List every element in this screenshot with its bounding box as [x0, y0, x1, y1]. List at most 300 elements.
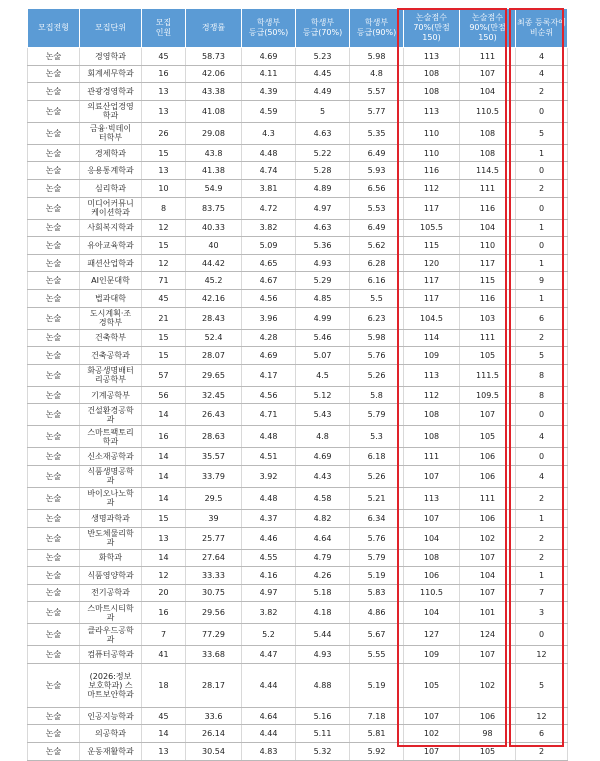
department-cell: 패션산업학과 — [80, 254, 142, 272]
competition-ratio-cell: 41.38 — [186, 162, 242, 180]
essay-90-cell: 111.5 — [460, 364, 516, 386]
essay-70-cell: 108 — [404, 65, 460, 83]
department-cell: 의료산업경영 학과 — [80, 100, 142, 122]
competition-ratio-cell: 32.45 — [186, 386, 242, 404]
track-cell: 논술 — [28, 448, 80, 466]
quota-cell: 13 — [142, 83, 186, 101]
competition-ratio-cell: 33.33 — [186, 567, 242, 585]
essay-70-cell: 107 — [404, 465, 460, 487]
table-row — [28, 707, 568, 725]
track-cell: 논술 — [28, 272, 80, 290]
gpa-50-cell: 4.67 — [242, 272, 296, 290]
competition-ratio-cell: 29.08 — [186, 122, 242, 144]
competition-ratio-cell: 33.6 — [186, 707, 242, 725]
final-rank-cell: 0 — [516, 237, 568, 255]
gpa-50-cell: 3.92 — [242, 465, 296, 487]
gpa-70-cell: 5 — [296, 100, 350, 122]
gpa-50-cell: 4.72 — [242, 197, 296, 219]
gpa-90-cell: 5.53 — [350, 197, 404, 219]
gpa-50-cell: 4.56 — [242, 289, 296, 307]
quota-cell: 14 — [142, 549, 186, 567]
essay-70-cell: 107 — [404, 509, 460, 527]
track-cell: 논술 — [28, 527, 80, 549]
header-cell: 학생부 등급(90%) — [350, 9, 404, 48]
final-rank-cell: 0 — [516, 100, 568, 122]
essay-90-cell: 103 — [460, 307, 516, 329]
track-cell: 논술 — [28, 307, 80, 329]
track-cell: 논술 — [28, 162, 80, 180]
final-rank-cell: 2 — [516, 329, 568, 347]
essay-70-cell: 113 — [404, 364, 460, 386]
gpa-50-cell: 4.55 — [242, 549, 296, 567]
header-cell: 모집단위 — [80, 9, 142, 48]
gpa-50-cell: 4.44 — [242, 725, 296, 743]
final-rank-cell: 6 — [516, 725, 568, 743]
gpa-90-cell: 5.76 — [350, 527, 404, 549]
final-rank-cell: 12 — [516, 707, 568, 725]
final-rank-cell: 5 — [516, 347, 568, 365]
table-row — [28, 364, 568, 386]
department-cell: 건축공학과 — [80, 347, 142, 365]
final-rank-cell: 9 — [516, 272, 568, 290]
competition-ratio-cell: 28.43 — [186, 307, 242, 329]
quota-cell: 41 — [142, 646, 186, 664]
gpa-50-cell: 4.48 — [242, 426, 296, 448]
table-row — [28, 404, 568, 426]
department-cell: 건축학부 — [80, 329, 142, 347]
table-row — [28, 289, 568, 307]
gpa-50-cell: 4.47 — [242, 646, 296, 664]
final-rank-cell: 4 — [516, 48, 568, 66]
gpa-90-cell: 5.26 — [350, 364, 404, 386]
gpa-70-cell: 4.43 — [296, 465, 350, 487]
essay-90-cell: 107 — [460, 584, 516, 602]
track-cell: 논술 — [28, 386, 80, 404]
gpa-50-cell: 3.81 — [242, 179, 296, 197]
competition-ratio-cell: 58.73 — [186, 48, 242, 66]
essay-90-cell: 104 — [460, 567, 516, 585]
gpa-70-cell: 4.63 — [296, 122, 350, 144]
gpa-70-cell: 4.69 — [296, 448, 350, 466]
track-cell: 논술 — [28, 219, 80, 237]
quota-cell: 56 — [142, 386, 186, 404]
essay-70-cell: 104 — [404, 602, 460, 624]
gpa-90-cell: 5.98 — [350, 48, 404, 66]
essay-90-cell: 102 — [460, 527, 516, 549]
table-row — [28, 65, 568, 83]
competition-ratio-cell: 26.43 — [186, 404, 242, 426]
essay-70-cell: 120 — [404, 254, 460, 272]
track-cell: 논술 — [28, 48, 80, 66]
essay-70-cell: 114 — [404, 329, 460, 347]
gpa-70-cell: 5.07 — [296, 347, 350, 365]
gpa-50-cell: 4.69 — [242, 347, 296, 365]
department-cell: 바이오나노학 과 — [80, 487, 142, 509]
final-rank-cell: 7 — [516, 584, 568, 602]
gpa-90-cell: 5.57 — [350, 83, 404, 101]
gpa-70-cell: 4.64 — [296, 527, 350, 549]
gpa-90-cell: 5.55 — [350, 646, 404, 664]
gpa-50-cell: 4.11 — [242, 65, 296, 83]
essay-90-cell: 108 — [460, 144, 516, 162]
essay-70-cell: 112 — [404, 179, 460, 197]
essay-90-cell: 109.5 — [460, 386, 516, 404]
table-row — [28, 83, 568, 101]
essay-70-cell: 107 — [404, 743, 460, 761]
track-cell: 논술 — [28, 426, 80, 448]
gpa-90-cell: 5.21 — [350, 487, 404, 509]
department-cell: 법과대학 — [80, 289, 142, 307]
table-row — [28, 646, 568, 664]
gpa-70-cell: 5.23 — [296, 48, 350, 66]
quota-cell: 14 — [142, 448, 186, 466]
gpa-90-cell: 4.86 — [350, 602, 404, 624]
header-cell: 모집전형 — [28, 9, 80, 48]
gpa-70-cell: 5.46 — [296, 329, 350, 347]
final-rank-cell: 8 — [516, 364, 568, 386]
table-row — [28, 465, 568, 487]
gpa-50-cell: 4.97 — [242, 584, 296, 602]
admission-results-table — [27, 8, 568, 761]
gpa-70-cell: 5.18 — [296, 584, 350, 602]
quota-cell: 7 — [142, 624, 186, 646]
table-row — [28, 179, 568, 197]
gpa-50-cell: 3.82 — [242, 219, 296, 237]
gpa-50-cell: 4.64 — [242, 707, 296, 725]
essay-70-cell: 108 — [404, 83, 460, 101]
quota-cell: 15 — [142, 329, 186, 347]
table-row — [28, 624, 568, 646]
competition-ratio-cell: 77.29 — [186, 624, 242, 646]
department-cell: 신소재공학과 — [80, 448, 142, 466]
essay-90-cell: 104 — [460, 83, 516, 101]
quota-cell: 14 — [142, 404, 186, 426]
header-cell: 학생부 등급(50%) — [242, 9, 296, 48]
gpa-70-cell: 4.93 — [296, 646, 350, 664]
essay-70-cell: 117 — [404, 197, 460, 219]
essay-70-cell: 112 — [404, 386, 460, 404]
essay-70-cell: 113 — [404, 487, 460, 509]
gpa-70-cell: 4.45 — [296, 65, 350, 83]
department-cell: 경제학과 — [80, 144, 142, 162]
gpa-90-cell: 5.35 — [350, 122, 404, 144]
gpa-70-cell: 4.49 — [296, 83, 350, 101]
quota-cell: 15 — [142, 509, 186, 527]
essay-70-cell: 107 — [404, 707, 460, 725]
department-cell: 도시계획·조 경학부 — [80, 307, 142, 329]
essay-70-cell: 105 — [404, 663, 460, 707]
quota-cell: 13 — [142, 100, 186, 122]
gpa-70-cell: 5.36 — [296, 237, 350, 255]
gpa-90-cell: 6.28 — [350, 254, 404, 272]
essay-70-cell: 104.5 — [404, 307, 460, 329]
department-cell: 인공지능학과 — [80, 707, 142, 725]
gpa-50-cell: 3.96 — [242, 307, 296, 329]
essay-90-cell: 101 — [460, 602, 516, 624]
track-cell: 논술 — [28, 465, 80, 487]
quota-cell: 57 — [142, 364, 186, 386]
track-cell: 논술 — [28, 663, 80, 707]
department-cell: 사회복지학과 — [80, 219, 142, 237]
gpa-70-cell: 5.29 — [296, 272, 350, 290]
header-cell: 학생부 등급(70%) — [296, 9, 350, 48]
header-cell: 모집 인원 — [142, 9, 186, 48]
department-cell: 스마트팩토리 학과 — [80, 426, 142, 448]
track-cell: 논술 — [28, 329, 80, 347]
department-cell: 컴퓨터공학과 — [80, 646, 142, 664]
quota-cell: 45 — [142, 48, 186, 66]
table-row — [28, 386, 568, 404]
competition-ratio-cell: 28.63 — [186, 426, 242, 448]
department-cell: 응용통계학과 — [80, 162, 142, 180]
final-rank-cell: 2 — [516, 83, 568, 101]
essay-70-cell: 116 — [404, 162, 460, 180]
gpa-50-cell: 5.2 — [242, 624, 296, 646]
essay-70-cell: 106 — [404, 567, 460, 585]
track-cell: 논술 — [28, 549, 80, 567]
essay-90-cell: 102 — [460, 663, 516, 707]
essay-90-cell: 115 — [460, 272, 516, 290]
competition-ratio-cell: 30.54 — [186, 743, 242, 761]
gpa-50-cell: 4.48 — [242, 487, 296, 509]
gpa-70-cell: 5.28 — [296, 162, 350, 180]
track-cell: 논술 — [28, 404, 80, 426]
competition-ratio-cell: 29.56 — [186, 602, 242, 624]
final-rank-cell: 1 — [516, 509, 568, 527]
gpa-50-cell: 4.56 — [242, 386, 296, 404]
quota-cell: 45 — [142, 707, 186, 725]
essay-90-cell: 108 — [460, 122, 516, 144]
competition-ratio-cell: 52.4 — [186, 329, 242, 347]
gpa-50-cell: 4.51 — [242, 448, 296, 466]
competition-ratio-cell: 40 — [186, 237, 242, 255]
final-rank-cell: 2 — [516, 743, 568, 761]
table-row — [28, 509, 568, 527]
gpa-90-cell: 5.3 — [350, 426, 404, 448]
competition-ratio-cell: 30.75 — [186, 584, 242, 602]
final-rank-cell: 1 — [516, 219, 568, 237]
header-cell: 논술점수 70%(만점 150) — [404, 9, 460, 48]
essay-90-cell: 105 — [460, 426, 516, 448]
competition-ratio-cell: 44.42 — [186, 254, 242, 272]
table-row — [28, 197, 568, 219]
track-cell: 논술 — [28, 487, 80, 509]
admission-results-table-container — [27, 8, 568, 761]
essay-70-cell: 110 — [404, 144, 460, 162]
competition-ratio-cell: 29.65 — [186, 364, 242, 386]
track-cell: 논술 — [28, 347, 80, 365]
final-rank-cell: 0 — [516, 197, 568, 219]
gpa-90-cell: 5.8 — [350, 386, 404, 404]
quota-cell: 12 — [142, 567, 186, 585]
table-row — [28, 487, 568, 509]
gpa-90-cell: 5.93 — [350, 162, 404, 180]
gpa-50-cell: 4.59 — [242, 100, 296, 122]
header-cell: 최종 등록자예 비순위 — [516, 9, 568, 48]
table-row — [28, 254, 568, 272]
track-cell: 논술 — [28, 624, 80, 646]
gpa-90-cell: 5.19 — [350, 567, 404, 585]
gpa-70-cell: 4.58 — [296, 487, 350, 509]
quota-cell: 14 — [142, 487, 186, 509]
competition-ratio-cell: 42.06 — [186, 65, 242, 83]
table-row — [28, 567, 568, 585]
gpa-90-cell: 5.67 — [350, 624, 404, 646]
competition-ratio-cell: 41.08 — [186, 100, 242, 122]
essay-90-cell: 110 — [460, 237, 516, 255]
gpa-70-cell: 4.79 — [296, 549, 350, 567]
table-row — [28, 100, 568, 122]
department-cell: 건설환경공학 과 — [80, 404, 142, 426]
gpa-70-cell: 4.89 — [296, 179, 350, 197]
gpa-90-cell: 6.49 — [350, 219, 404, 237]
table-row — [28, 602, 568, 624]
gpa-50-cell: 4.46 — [242, 527, 296, 549]
gpa-90-cell: 6.23 — [350, 307, 404, 329]
final-rank-cell: 4 — [516, 426, 568, 448]
essay-90-cell: 124 — [460, 624, 516, 646]
gpa-50-cell: 4.39 — [242, 83, 296, 101]
final-rank-cell: 4 — [516, 65, 568, 83]
track-cell: 논술 — [28, 725, 80, 743]
table-row — [28, 162, 568, 180]
competition-ratio-cell: 54.9 — [186, 179, 242, 197]
gpa-70-cell: 4.93 — [296, 254, 350, 272]
gpa-50-cell: 3.82 — [242, 602, 296, 624]
gpa-70-cell: 5.43 — [296, 404, 350, 426]
department-cell: 관광경영학과 — [80, 83, 142, 101]
track-cell: 논술 — [28, 144, 80, 162]
essay-90-cell: 98 — [460, 725, 516, 743]
gpa-90-cell: 6.18 — [350, 448, 404, 466]
gpa-90-cell: 6.56 — [350, 179, 404, 197]
quota-cell: 45 — [142, 289, 186, 307]
gpa-50-cell: 4.83 — [242, 743, 296, 761]
department-cell: 유아교육학과 — [80, 237, 142, 255]
table-row — [28, 725, 568, 743]
gpa-50-cell: 5.09 — [242, 237, 296, 255]
table-row — [28, 307, 568, 329]
essay-70-cell: 113 — [404, 100, 460, 122]
essay-70-cell: 108 — [404, 426, 460, 448]
track-cell: 논술 — [28, 707, 80, 725]
essay-90-cell: 107 — [460, 65, 516, 83]
track-cell: 논술 — [28, 743, 80, 761]
essay-90-cell: 107 — [460, 549, 516, 567]
final-rank-cell: 5 — [516, 122, 568, 144]
quota-cell: 14 — [142, 465, 186, 487]
final-rank-cell: 2 — [516, 487, 568, 509]
essay-90-cell: 107 — [460, 404, 516, 426]
essay-70-cell: 104 — [404, 527, 460, 549]
final-rank-cell: 8 — [516, 386, 568, 404]
department-cell: 미디어커뮤니 케이션학과 — [80, 197, 142, 219]
gpa-90-cell: 6.49 — [350, 144, 404, 162]
final-rank-cell: 6 — [516, 307, 568, 329]
gpa-70-cell: 5.11 — [296, 725, 350, 743]
quota-cell: 21 — [142, 307, 186, 329]
table-row — [28, 144, 568, 162]
department-cell: 생명과학과 — [80, 509, 142, 527]
track-cell: 논술 — [28, 197, 80, 219]
gpa-50-cell: 4.16 — [242, 567, 296, 585]
table-row — [28, 219, 568, 237]
department-cell: 식품영양학과 — [80, 567, 142, 585]
gpa-90-cell: 5.19 — [350, 663, 404, 707]
gpa-50-cell: 4.17 — [242, 364, 296, 386]
department-cell: 심리학과 — [80, 179, 142, 197]
essay-90-cell: 117 — [460, 254, 516, 272]
track-cell: 논술 — [28, 584, 80, 602]
quota-cell: 10 — [142, 179, 186, 197]
table-header-row — [28, 9, 568, 48]
table-row — [28, 272, 568, 290]
gpa-70-cell: 4.97 — [296, 197, 350, 219]
quota-cell: 16 — [142, 602, 186, 624]
gpa-70-cell: 4.99 — [296, 307, 350, 329]
gpa-70-cell: 5.16 — [296, 707, 350, 725]
gpa-50-cell: 4.28 — [242, 329, 296, 347]
department-cell: 회계세무학과 — [80, 65, 142, 83]
gpa-50-cell: 4.48 — [242, 144, 296, 162]
track-cell: 논술 — [28, 567, 80, 585]
quota-cell: 71 — [142, 272, 186, 290]
track-cell: 논술 — [28, 179, 80, 197]
final-rank-cell: 12 — [516, 646, 568, 664]
quota-cell: 15 — [142, 237, 186, 255]
quota-cell: 13 — [142, 743, 186, 761]
essay-90-cell: 105 — [460, 743, 516, 761]
competition-ratio-cell: 42.16 — [186, 289, 242, 307]
department-cell: 의공학과 — [80, 725, 142, 743]
quota-cell: 14 — [142, 725, 186, 743]
competition-ratio-cell: 35.57 — [186, 448, 242, 466]
gpa-90-cell: 7.18 — [350, 707, 404, 725]
gpa-70-cell: 4.63 — [296, 219, 350, 237]
competition-ratio-cell: 83.75 — [186, 197, 242, 219]
gpa-70-cell: 4.8 — [296, 426, 350, 448]
quota-cell: 13 — [142, 527, 186, 549]
department-cell: 화공생명배터 리공학부 — [80, 364, 142, 386]
gpa-90-cell: 5.77 — [350, 100, 404, 122]
competition-ratio-cell: 43.38 — [186, 83, 242, 101]
essay-90-cell: 104 — [460, 219, 516, 237]
essay-90-cell: 106 — [460, 509, 516, 527]
essay-90-cell: 111 — [460, 179, 516, 197]
final-rank-cell: 2 — [516, 179, 568, 197]
final-rank-cell: 1 — [516, 289, 568, 307]
essay-70-cell: 108 — [404, 549, 460, 567]
gpa-90-cell: 5.62 — [350, 237, 404, 255]
gpa-90-cell: 5.92 — [350, 743, 404, 761]
quota-cell: 16 — [142, 65, 186, 83]
essay-70-cell: 117 — [404, 289, 460, 307]
table-row — [28, 122, 568, 144]
table-row — [28, 347, 568, 365]
department-cell: 경영학과 — [80, 48, 142, 66]
competition-ratio-cell: 40.33 — [186, 219, 242, 237]
track-cell: 논술 — [28, 237, 80, 255]
table-row — [28, 426, 568, 448]
header-cell: 경쟁률 — [186, 9, 242, 48]
quota-cell: 12 — [142, 219, 186, 237]
essay-90-cell: 116 — [460, 289, 516, 307]
competition-ratio-cell: 28.17 — [186, 663, 242, 707]
track-cell: 논술 — [28, 602, 80, 624]
department-cell: (2026:정보 보호학과) 스 마트보안학과 — [80, 663, 142, 707]
gpa-70-cell: 4.88 — [296, 663, 350, 707]
table-row — [28, 329, 568, 347]
